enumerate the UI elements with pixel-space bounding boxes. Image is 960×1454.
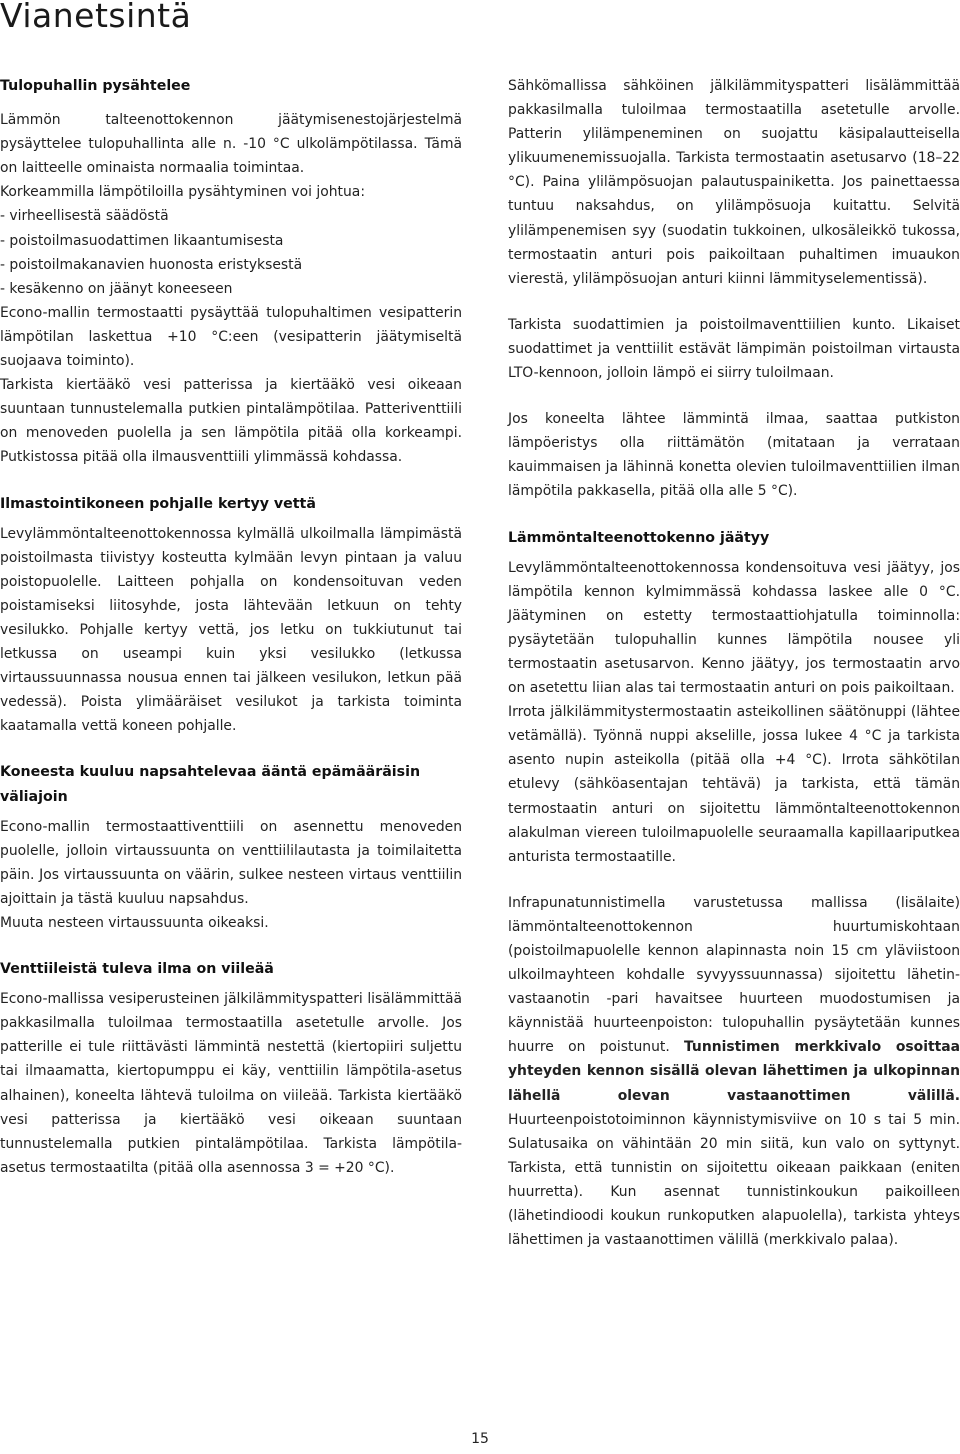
paragraph: Levylämmöntalteenottokennossa kylmällä ulkoilmalla lämpimästä poistoilmasta tiivistyy kosteutta kylmään levyn pintaan ja valuu poistopuolelle. Laitteen pohjalla on kondensoituvan veden poistamiseksi liitosyhde, josta lähtevään letkuun on tehty vesilukko. Pohjalle kertyy vettä, jos letku on tukkiutunut tai letkussa on useampi kuin yksi vesilukko (letkussa virtaussuunnassa nousua ennen tai jälkeen vesilukon, letkun pää vedessä). Poista ylimääräiset vesilukot ja tarkista toiminta kaatamalla vettä koneen pohjalle. <box>0 525 462 735</box>
list-item: - poistoilmasuodattimen likaantumisesta <box>0 232 284 249</box>
section-heading-clicking-noise: Koneesta kuuluu napsahtelevaa ääntä epämääräisin väliajoin <box>0 764 421 805</box>
section-heading-supply-fan-stops: Tulopuhallin pysähtelee <box>0 78 191 94</box>
list-item: - kesäkenno on jäänyt koneeseen <box>0 280 233 297</box>
paragraph: Irrota jälkilämmitystermostaatin asteikollinen säätönuppi (lähtee vetämällä). Työnnä nuppi akselille, jossa lukee 4 °C ja tarkista asento nupin asteikolla (pitää olla +4 °C). Irrota sähkötilan etulevy (sähköasentajan tehtävä) ja tarkista, että tämän termostaatin anturi on sijoitettu lämmöntalteenottokennon alakulman viereen tuloilmapuolelle seuraamalla kapillaariputkea anturista termostaatille. <box>508 704 960 865</box>
page-title: Vianetsintä <box>0 0 192 35</box>
paragraph: Econo-mallin termostaattiventtiili on asennettu menoveden puolelle, jolloin virtaussuunta on venttiililautasta ja toimilaitetta päin. Jos virtaussuunta on väärin, sulkee nesteen virtaus venttiilin ajoittain ja tästä kuuluu napsahdus. <box>0 818 462 907</box>
paragraph: Econo-mallissa vesiperusteinen jälkilämmityspatteri lisälämmittää pakkasilmalla tuloilmaa termostaatilla asetetulle arvolle. Jos patterille ei tule riittävästi lämmintä nestettä (kiertopiiri suljettu tai ilmaamatta, kiertopumppu ei käy, venttiilin lämpötila-asetus alhainen), koneelta lähtevä tuloilma on viileää. Tarkista kiertääkö vesi patterissa ja kiertääkö vesi oikeaan suuntaan tunnustelemalla putkien pintalämpötilaa. Tarkista lämpötila-asetus termostaatilta (pitää olla asennossa 3 = +20 °C). <box>0 991 462 1176</box>
paragraph: Tarkista kiertääkö vesi patterissa ja kiertääkö vesi oikeaan suuntaan tunnustelemalla putkien pintalämpötilaa. Patteriventtiili on menoveden puolella ja sen lämpötila pitää olla korkeampi. Putkistossa pitää olla ilmausventtiili ylimmässä kohdassa. <box>0 377 462 466</box>
list-item: - poistoilmakanavien huonosta eristyksestä <box>0 256 303 273</box>
section-heading-cool-air: Venttiileistä tuleva ilma on viileää <box>0 961 274 978</box>
paragraph: Sähkömallissa sähköinen jälkilämmityspatteri lisälämmittää pakkasilmalla tuloilmaa termostaatilla asetetulle arvolle. Patterin ylilämpeneminen on suojattu käsipalautteisella ylikuumenemissuojalla. Tarkista termostaatin asetusarvo (18–22 °C). Paina ylilämpösuojan palautuspainiketta. Jos painettaessa tuntuu naksahdus, on ylilämpösuoja kuitattu. Selvitä ylilämpenemisen syy (suodatin tukkoinen, ulkosäleikkö tukossa, termostaatin anturi pois paikoiltaan puhaltimen imuaukon vierestä, ylilämpösuojan anturi kiinni lämmityselementissä). <box>508 78 960 287</box>
paragraph: Tarkista suodattimien ja poistoilmaventtiilien kunto. Likaiset suodattimet ja venttiilit estävät lämpimän poistoilman virtausta LTO-kennoon, jolloin lämpö ei siirry tuloilmaan. <box>508 316 960 382</box>
paragraph: Korkeammilla lämpötiloilla pysähtyminen voi johtua: <box>0 184 366 201</box>
paragraph: Muuta nesteen virtaussuunta oikeaksi. <box>0 915 269 931</box>
paragraph-emphasis: Tunnistimen merkkivalo osoittaa yhteyden kennon sisällä olevan lähettimen ja ulkopinnan lähellä olevan vastaanottimen välillä. <box>508 1039 960 1104</box>
section-heading-water-at-bottom: Ilmastointikoneen pohjalle kertyy vettä <box>0 495 316 512</box>
section-heading-cell-freezes: Lämmöntalteenottokenno jäätyy <box>508 529 770 546</box>
left-column <box>0 74 462 1180</box>
paragraph: Lämmön talteenottokennon jäätymisenestojärjestelmä pysäyttelee tulopuhallinta alle n. -10 °C ulkolämpötilassa. Tämä on laitteelle ominaista normaalia toimintaa. <box>0 112 462 177</box>
paragraph: Levylämmöntalteenottokennossa kondensoituva vesi jäätyy, jos lämpötila kennon kylmimmässä kohdassa laskee alle 0 °C. Jäätyminen on estetty termostaattiohjatulla toiminnolla: pysäytetään tulopuhallin kunnes lämpötila nousee yli termostaatin asetusarvon. Kenno jäätyy, jos termostaatin arvo on asetettu liian alas tai termostaatin anturi on pois paikoiltaan. <box>508 559 960 697</box>
paragraph-text: Infrapunatunnistimella varustetussa mallissa (lisälaite) lämmöntalteenottokennon huurtumiskohtaan (poistoilmapuolelle kennon alapinnasta noin 15 cm yläviistoon ulkoilmayhteen kohdalle syvyyssuunnassa) sijoitettu lähetin-vastaanotin -pari havaitsee huurteen muodostumisen ja käynnistää huurteenpoiston: tulopuhallin pysäytetään kunnes huurre on poistunut. <box>508 894 960 1056</box>
paragraph: Econo-mallin termostaatti pysäyttää tulopuhaltimen vesipatterin lämpötilan laskettua +10 °C:een (vesipatterin jäätymiseltä suojaava toiminto). <box>0 304 462 370</box>
right-column <box>508 74 960 1252</box>
page-number: 15 <box>471 1431 489 1447</box>
paragraph-text: Huurteenpoistotoiminnon käynnistymisviive on 10 s tai 5 min. Sulatusaika on vähintään 20 min siitä, kun valo on syttynyt. Tarkista, että tunnistin on sijoitettu oikeaan paikkaan (eniten huurretta). Kun asennat tunnistinkoukun paikoilleen (lähetindioodi koukun runkoputken alapuolella), tarkista yhteys lähettimen ja vastaanottimen välillä (merkkivalo palaa). <box>508 1111 960 1249</box>
paragraph: Jos koneelta lähtee lämmintä ilmaa, saattaa putkiston lämpöeristys olla riittämätön (mitataan ja verrataan kauimmaisen ja lähinnä konetta olevien tuloilmaventtiilien ilman lämpötila pakkasella, pitää olla alle 5 °C). <box>508 411 960 500</box>
paragraph-infrared-sensor <box>508 891 960 1252</box>
list-item: - virheellisestä säädöstä <box>0 208 169 225</box>
